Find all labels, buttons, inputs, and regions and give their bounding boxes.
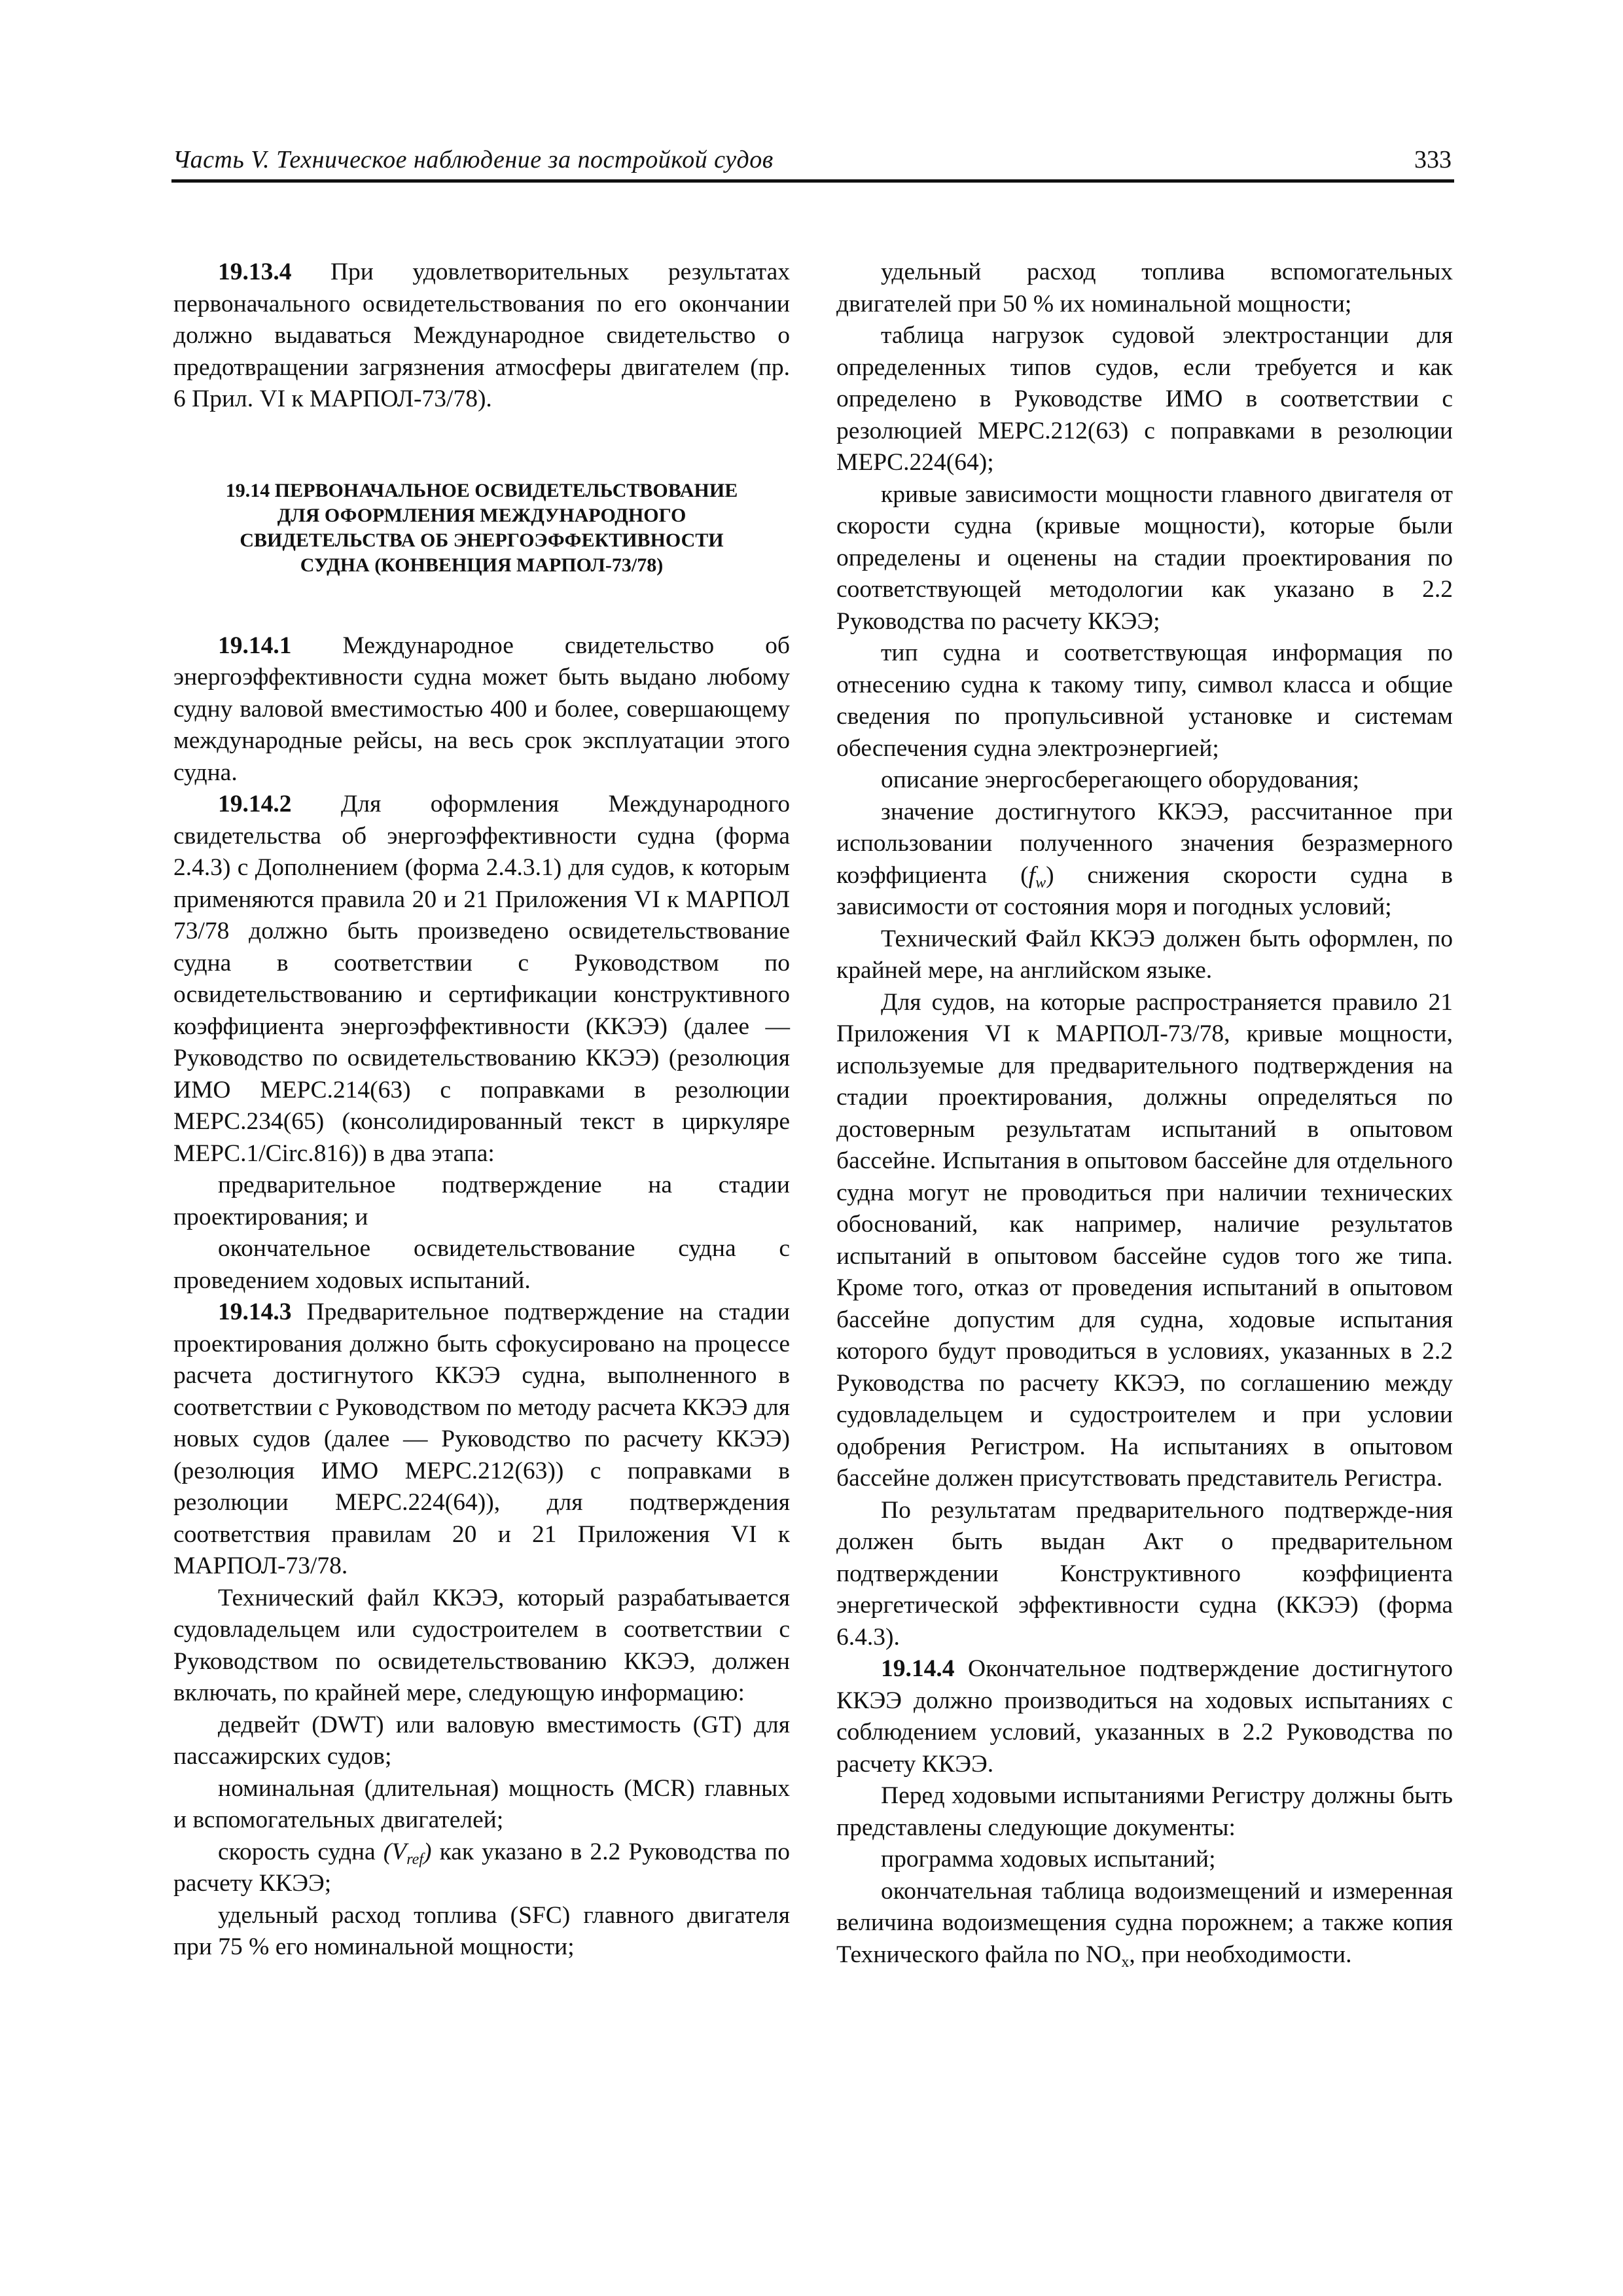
paragraph-19-14-3	[173, 1297, 790, 1583]
right-column	[836, 257, 1453, 1971]
paragraph-text: Для оформления Международного свидетельства об энергоэффективности судна (форма 2.4.3) с Дополнением (форма 2.4.3.1) для судов, к которым применяются правила 20 и 21 Приложения VI к МАРПОЛ 73/78 должно быть произведено освидетельствование судна в соответствии с Руководством по освидетельствованию и сертификации конструктивного коэффициента энергоэффективности (ККЭЭ) (далее — Руководство по освидетельствованию ККЭЭ) (резолюция ИМО MEPC.214(63) с поправками в резолюции MEPC.234(65) (консолидированный текст в циркуляре MEPC.1/Circ.816)) в два этапа:	[173, 791, 790, 1167]
left-column	[173, 257, 790, 1964]
paragraph: Технический файл ККЭЭ, который разрабатывается судовладельцем или судостроителем в соответствии с Руководством по освидетельствованию ККЭЭ, должен включать, по крайней мере, следующую информацию:	[173, 1584, 790, 1706]
list-item: кривые зависимости мощности главного двигателя от скорости судна (кривые мощности), которые были определены и оценены на стадии проектирования по соответствующей методологии как указано в 2.2 Руководства по расчету ККЭЭ;	[836, 480, 1453, 635]
heading-line: СУДНА (КОНВЕНЦИЯ МАРПОЛ-73/78)	[300, 554, 664, 576]
clause-number: 19.14.2	[218, 791, 292, 817]
list-item: дедвейт (DWT) или валовую вместимость (GT) для пассажирских судов;	[173, 1711, 790, 1770]
list-item: предварительное подтверждение на стадии проектирования; и	[173, 1172, 790, 1230]
paragraph-19-14-2	[173, 789, 790, 1170]
subscript: x	[1121, 1953, 1130, 1971]
formula-symbol	[1029, 862, 1046, 889]
text-run: значение достигнутого ККЭЭ, рассчитанное при использовании полученного значения безразмерного коэффициента (	[836, 798, 1453, 889]
variable-close: )	[423, 1838, 432, 1865]
clause-number: 19.14.1	[218, 632, 292, 659]
heading-line: 19.14 ПЕРВОНАЧАЛЬНОЕ ОСВИДЕТЕЛЬСТВОВАНИЕ	[225, 479, 738, 501]
list-item	[836, 797, 1453, 924]
text-run: , при необходимости.	[1129, 1941, 1352, 1968]
running-title: Часть V. Техническое наблюдение за постройкой судов	[173, 146, 774, 173]
text-run: скорость судна	[218, 1838, 383, 1865]
list-item: программа ходовых испытаний;	[881, 1846, 1216, 1873]
list-item: номинальная (длительная) мощность (MCR) главных и вспомогательных двигателей;	[173, 1774, 790, 1833]
text-run: ) снижения скорости судна в зависимости от состояния моря и погодных условий;	[836, 861, 1453, 920]
subscript: ref	[406, 1850, 423, 1868]
list-item: таблица нагрузок судовой электростанции для определенных типов судов, если требуется и как определено в Руководстве ИМО в соответствии с резолюцией MEPC.212(63) с поправками в резолюции MEPC.224(64);	[836, 322, 1453, 476]
paragraph-text: Международное свидетельство об энергоэффективности судна может быть выдано любому судну валовой вместимостью 400 и более, совершающему международные рейсы, на весь срок эксплуатации этого судна.	[173, 632, 790, 786]
clause-number: 19.14.3	[218, 1299, 292, 1325]
text-run: как указано в 2.2 Руководства по расчету ККЭЭ;	[173, 1838, 791, 1897]
subscript: w	[1035, 874, 1046, 891]
list-item: окончательное освидетельствование судна с проведением ходовых испытаний.	[173, 1235, 790, 1294]
variable: (V	[383, 1838, 407, 1865]
list-item	[836, 1876, 1453, 1971]
paragraph-text: При удовлетворительных результатах первоначального освидетельствования по его окончании должно выдаваться Международное свидетельство о предотвращении загрязнения атмосферы двигателем (пр. 6 Прил. VI к МАРПОЛ-73/78).	[173, 259, 790, 412]
page-number: 333	[1414, 146, 1452, 173]
list-item: тип судна и соответствующая информация по отнесению судна к такому типу, символ класса и общие сведения по пропульсивной установке и системам обеспечения судна электроэнергией;	[836, 639, 1453, 762]
list-item: удельный расход топлива вспомогательных двигателей при 50 % их номинальной мощности;	[836, 259, 1453, 317]
section-heading	[173, 478, 790, 578]
heading-line: СВИДЕТЕЛЬСТВА ОБ ЭНЕРГОЭФФЕКТИВНОСТИ	[240, 529, 724, 551]
list-item: описание энергосберегающего оборудования;	[881, 766, 1360, 793]
formula-symbol	[383, 1838, 432, 1868]
heading-line: ДЛЯ ОФОРМЛЕНИЯ МЕЖДУНАРОДНОГО	[277, 504, 687, 526]
paragraph: Перед ходовыми испытаниями Регистру должны быть представлены следующие документы:	[836, 1782, 1453, 1841]
paragraph: Для судов, на которые распространяется правило 21 Приложения VI к МАРПОЛ-73/78, кривые мощности, используемые для предварительного подтверждения на стадии проектирования, должны определяться по достоверным результатам испытаний в опытовом бассейне. Испытания в опытовом бассейне для отдельного судна могут не проводиться при наличии технических обоснований, как например, наличие результатов испытаний в опытовом бассейне судов того же типа. Кроме того, отказ от проведения испытаний в опытовом бассейне допустим для судна, ходовые испытания которого будут проводиться в условиях, указанных в 2.2 Руководства по расчету ККЭЭ, по соглашению между судовладельцем и судостроителем и при условии одобрения Регистром. На испытаниях в опытовом бассейне должен присутствовать представитель Регистра.	[836, 988, 1453, 1492]
paragraph: По результатам предварительного подтвержде-ния должен быть выдан Акт о предварительном подтверждении Конструктивного коэффициента энергетической эффективности судна (ККЭЭ) (форма 6.4.3).	[836, 1496, 1453, 1651]
paragraph: Технический Файл ККЭЭ должен быть оформлен, по крайней мере, на английском языке.	[836, 925, 1453, 984]
text-run: окончательная таблица водоизмещений и измеренная величина водоизмещения судна порожнем; а также копия Технического файла по NO	[836, 1877, 1453, 1968]
paragraph-19-14-4	[836, 1653, 1453, 1780]
paragraph-19-14-1	[173, 630, 790, 789]
page-header	[171, 143, 1454, 183]
list-item: удельный расход топлива (SFC) главного двигателя при 75 % его номинальной мощности;	[173, 1901, 790, 1960]
paragraph-text: Окончательное подтверждение достигнутого ККЭЭ должно производиться на ходовых испытаниях с соблюдением условий, указанных в 2.2 Руководства по расчету ККЭЭ.	[836, 1655, 1453, 1778]
clause-number: 19.14.4	[881, 1655, 955, 1682]
variable: f	[1028, 861, 1036, 889]
list-item	[173, 1837, 790, 1900]
paragraph-19-13-4	[173, 257, 790, 416]
clause-number: 19.13.4	[218, 259, 292, 285]
paragraph-text: Предварительное подтверждение на стадии проектирования должно быть сфокусировано на процессе расчета достигнутого ККЭЭ судна, выполненного в соответствии с Руководством по методу расчета ККЭЭ для новых судов (далее — Руководство по расчету ККЭЭ) (резолюция ИМО MEPC.212(63)) с поправками в резолюции MEPC.224(64)), для подтверждения соответствия правилам 20 и 21 Приложения VI к МАРПОЛ-73/78.	[173, 1299, 790, 1579]
